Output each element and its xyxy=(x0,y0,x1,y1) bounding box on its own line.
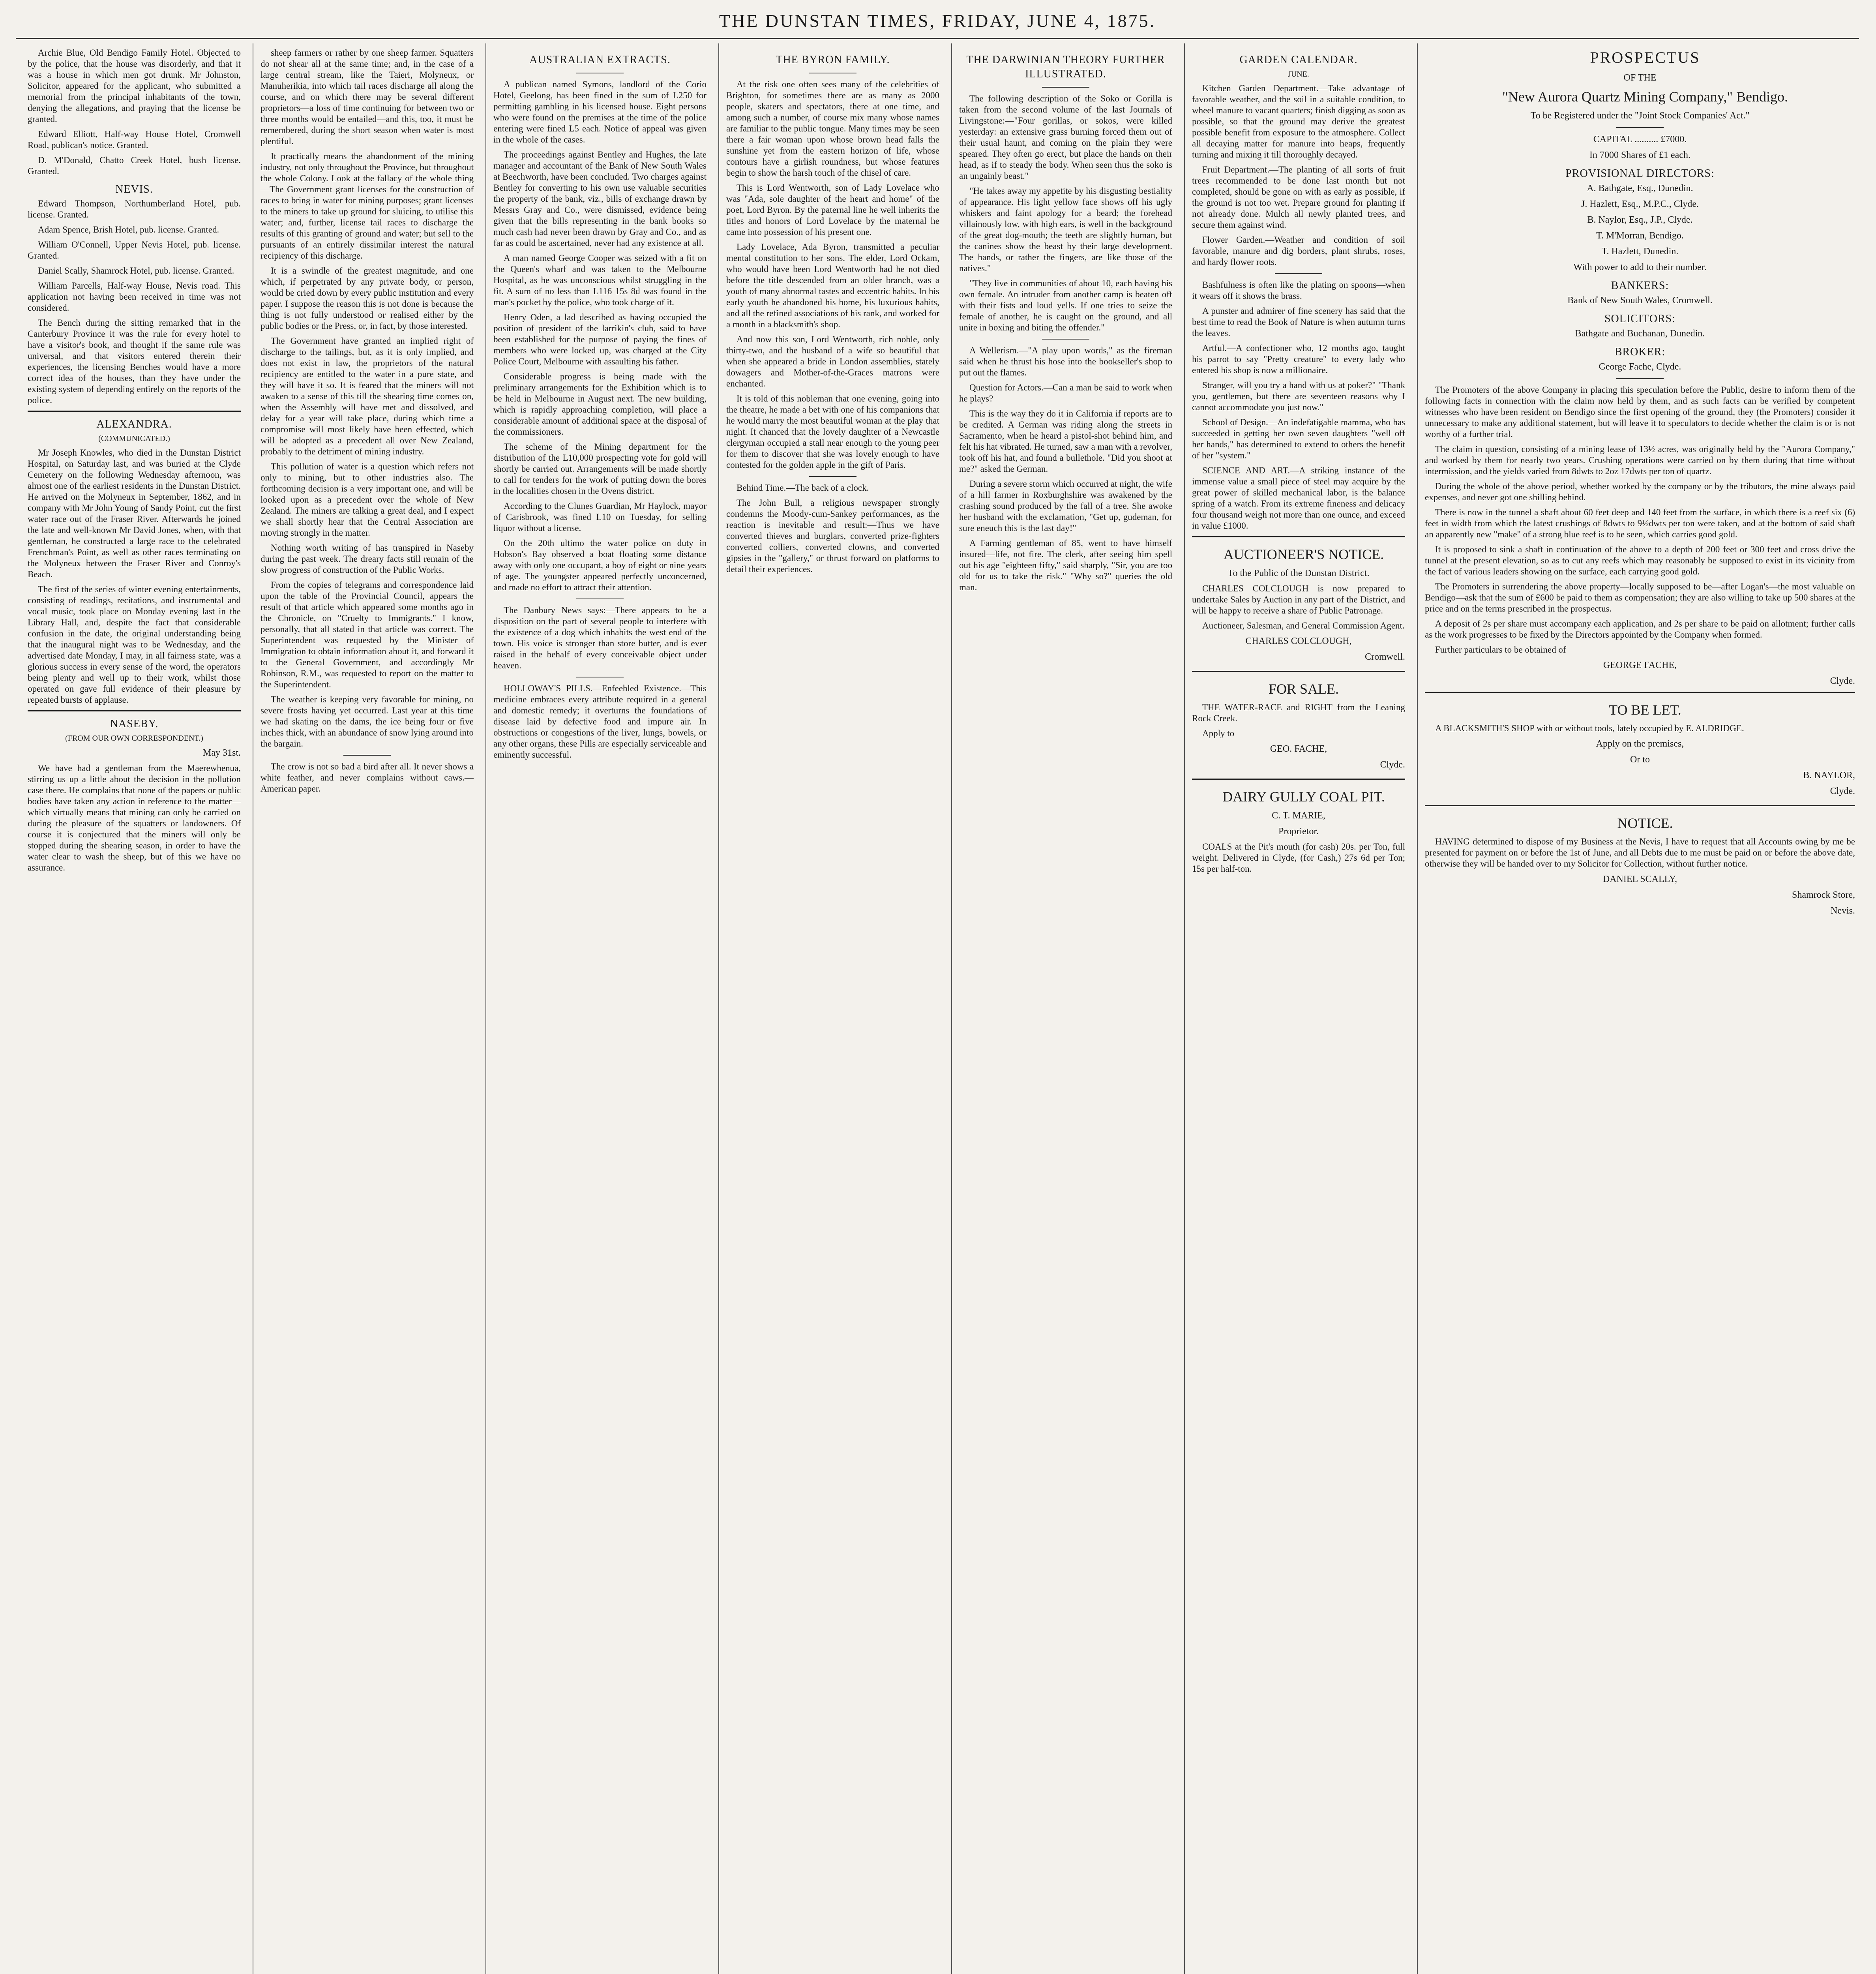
article-paragraph: This is Lord Wentworth, son of Lady Lovelace who was "Ada, sole daughter of the heart and home" of the poet, Lord Byron. By the paternal line he well inherits the titles and honors of Lord Lovelace by the maternal he came into possession of his present one. xyxy=(726,183,939,237)
article-paragraph: D. M'Donald, Chatto Creek Hotel, bush license. Granted. xyxy=(28,155,241,176)
section-heading-garden-calendar: GARDEN CALENDAR. xyxy=(1239,54,1358,66)
advert-place: Clyde. xyxy=(1830,786,1855,796)
article-paragraph: "They live in communities of about 10, each having his own female. An intruder from another camp is beaten off with their fists and loud yells. If one tries to seize the female of another, he is caught on the ground, and all unite in boxing and biting the offender." xyxy=(959,278,1172,332)
company-name: "New Aurora Quartz Mining Company," Bendigo. xyxy=(1502,89,1788,105)
advert-line: To the Public of the Dunstan District. xyxy=(1228,568,1370,578)
article-paragraph: The following description of the Soko or Gorilla is taken from the second volume of the last Journals of Livingstone:—"Four gorillas, or sokos, were killed yesterday: an extensive grass burning forced them out of their usual haunt, and coming on the plain they were speared. They often go erect, but place the hands on their head, as if to steady the body. When seen thus the soko is an ungainly beast." xyxy=(959,94,1172,181)
article-paragraph: Nothing worth writing of has transpired in Naseby during the past week. The dreary facts still remain of the slow progress of construction of the Public Works. xyxy=(261,543,474,575)
notice-advert xyxy=(1425,814,1855,917)
to-be-let-advert xyxy=(1425,701,1855,797)
article-paragraph: It is a swindle of the greatest magnitude, and one which, if perpetrated by any private body, or person, would be cried down by every public institution and every paper. I suppose the reason this is not done is because the thing is not fully understood or realised either by the public bodies or the Press, or, in fact, by those interested. xyxy=(261,266,474,331)
article-paragraph: And now this son, Lord Wentworth, rich noble, only thirty-two, and the husband of a wife so beautiful that when she appeared a bride in London assemblies, stately dowagers and Mother-of-the-Graces matrons were enchanted. xyxy=(726,334,939,388)
solicitors-line: Bathgate and Buchanan, Dunedin. xyxy=(1575,328,1705,339)
advert-line: Apply on the premises, xyxy=(1596,739,1684,749)
prospectus-paragraph: The Promoters of the above Company in placing this speculation before the Public, desire to inform them of the following facts in connection with the claim now held by them, and as such facts can be verified by competent witnesses who have been resident on Bendigo since the first opening of the ground, they (the Promoters) consider it unnecessary to make any additional statement, but will leave it to speculators to decide whether the claim is or is not worthy of a further trial. xyxy=(1425,385,1855,439)
article-paragraph: This pollution of water is a question which refers not only to mining, but to other industries also. The forthcoming decision is a very important one, and will be looked upon as a precedent over the whole of New Zealand. The miners are talking a great deal, and I expect we shall shortly hear that the Central Association are moving strongly in the matter. xyxy=(261,462,474,538)
solicitors-heading: SOLICITORS: xyxy=(1604,313,1676,325)
column-1 xyxy=(28,47,241,1974)
article-paragraph: The proceedings against Bentley and Hughes, the late manager and accountant of the Bank of New South Wales at Beechworth, have been concluded. Two charges against Bentley for converting to his own use valuable securities the property of the bank, viz., bills of exchange drawn by Messrs Gray and Co., were dismissed, evidence being given that the bills representing in the bank books so much cash had never been drawn by Gray and Co., and as far as could be ascertained, never had any existence at all. xyxy=(493,150,707,248)
article-paragraph: Artful.—A confectioner who, 12 months ago, taught his parrot to say "Pretty creature" to every lady who entered his shop is now a millionaire. xyxy=(1192,343,1405,375)
article-paragraph: The scheme of the Mining department for the distribution of the L10,000 prospecting vote for gold will shortly be carried out. Arrangements will be made shortly to call for tenders for the work of putting down the bores in the localities chosen in the Ovens district. xyxy=(493,442,707,496)
advert-line: Shamrock Store, xyxy=(1792,890,1855,900)
advert-signature: C. T. MARIE, xyxy=(1272,811,1325,821)
advert-place: Nevis. xyxy=(1831,906,1855,916)
broker-heading: BROKER: xyxy=(1614,346,1666,358)
directors-heading: PROVISIONAL DIRECTORS: xyxy=(1565,167,1715,180)
bankers-heading: BANKERS: xyxy=(1611,280,1669,292)
prospectus-paragraph: During the whole of the above period, whether worked by the company or by the tributors, the mine always paid expenses, and never got one shilling behind. xyxy=(1425,481,1855,502)
section-heading-byron-family: THE BYRON FAMILY. xyxy=(776,54,890,66)
paragraph-rule xyxy=(343,755,391,756)
capital-line: CAPITAL .......... £7000. xyxy=(1593,134,1687,144)
registration-line: To be Registered under the "Joint Stock Companies' Act." xyxy=(1530,111,1750,121)
advert-signature: GEO. FACHE, xyxy=(1270,744,1327,754)
article-paragraph: Bashfulness is often like the plating on spoons—when it wears off it shows the brass. xyxy=(1192,280,1405,301)
article-paragraph: School of Design.—An indefatigable mamma, who has succeeded in getting her own seven daughters "well off her hands," has determined to extend to others the benefit of her "system." xyxy=(1192,417,1405,460)
article-paragraph: Fruit Department.—The planting of all sorts of fruit trees recommended to be done last month but not completed, should be gone on with as early as possible, if the ground is not too wet. Prepare ground for planting if not already done. Mulch all newly planted trees, and secure them against wind. xyxy=(1192,165,1405,230)
column-divider xyxy=(951,43,952,1974)
advert-body: CHARLES COLCLOUGH is now prepared to undertake Sales by Auction in any part of the District, and will be happy to receive a share of Public Patronage. xyxy=(1192,584,1405,615)
article-paragraph: William Parcells, Half-way House, Nevis road. This application not having been received in time was not considered. xyxy=(28,281,241,313)
section-rule xyxy=(28,710,241,711)
article-paragraph: It practically means the abandonment of the mining industry, not only throughout the Province, but throughout the whole Colony. Look at the fallacy of the whole thing—The Government grant licenses for the construction of races to bring in water for mining purposes; grant licenses to the miners to take up ground for sluicing, to utilise this water; and, further, license tail races to discharge the results of this granting of ground and water; but sell to the pursuants of an entirely dissimilar interest the natural recipiency of this discharge. xyxy=(261,151,474,261)
advert-title: DAIRY GULLY COAL PIT. xyxy=(1222,789,1385,805)
section-heading-australian-extracts: AUSTRALIAN EXTRACTS. xyxy=(529,54,671,66)
column-divider xyxy=(718,43,719,1974)
article-paragraph: The weather is keeping very favorable for mining, no severe frosts having yet occurred. Last year at this time we had skating on the dams, the ice being four or five inches thick, with an abundance of snow lying around into the bargain. xyxy=(261,694,474,749)
advert-rule xyxy=(1425,805,1855,806)
broker-line: George Fache, Clyde. xyxy=(1599,362,1681,372)
column-divider xyxy=(1184,43,1185,1974)
advert-signature: DANIEL SCALLY, xyxy=(1602,874,1677,884)
article-paragraph: It is told of this nobleman that one evening, going into the theatre, he made a bet with one of his companions that he would marry the most beautiful woman at the play that night. It chanced that the lovely daughter of a Newcastle clergyman occupied a stall near enough to the young peer for them to discover that she was lovely enough to have contested for the golden apple in the gift of Paris. xyxy=(726,394,939,470)
advert-rule xyxy=(1192,536,1405,537)
masthead: THE DUNSTAN TIMES, FRIDAY, JUNE 4, 1875. xyxy=(719,11,1156,31)
article-paragraph: The crow is not so bad a bird after all. It never shows a white feather, and never complains without caws.—American paper. xyxy=(261,762,474,794)
article-paragraph: This is the way they do it in California if reports are to be credited. A German was riding along the streets in Sacramento, when he heard a pistol-shot behind him, and felt his hat vibrated. He turned, saw a man with a revolver, took off his hat, and found a bullethole. "Did you shoot at me?" asked the German. xyxy=(959,409,1172,474)
section-subheading: (COMMUNICATED.) xyxy=(98,434,170,443)
column-2 xyxy=(261,47,474,1974)
advert-line: Or to xyxy=(1630,754,1650,765)
column-3 xyxy=(493,47,707,1974)
article-paragraph: Considerable progress is being made with the preliminary arrangements for the Exhibition which is to be held in Melbourne in August next. The new building, which is rapidly approaching completion, will place a considerable amount of additional space at the disposal of the commissioners. xyxy=(493,372,707,437)
advert-title: FOR SALE. xyxy=(1268,681,1339,697)
advert-place: Clyde. xyxy=(1380,760,1405,770)
article-paragraph: On the 20th ultimo the water police on duty in Hobson's Bay observed a boat floating some distance away with only one occupant, a boy of eight or nine years of age. The youngster appeared perfectly unconcerned, and made no effort to attract their attention. xyxy=(493,538,707,592)
article-paragraph: Question for Actors.—Can a man be said to work when he plays? xyxy=(959,383,1172,403)
advert-body: COALS at the Pit's mouth (for cash) 20s. per Ton, full weight. Delivered in Clyde, (for Cash,) 27s 6d per Ton; 15s per half-ton. xyxy=(1192,842,1405,874)
paragraph-rule xyxy=(1275,273,1322,274)
director-name: J. Hazlett, Esq., M.P.C., Clyde. xyxy=(1581,199,1699,209)
advert-place: Cromwell. xyxy=(1365,652,1405,662)
article-paragraph: The Danbury News says:—There appears to be a disposition on the part of several people to interfere with the existence of a dog which inhabits the west end of the town. His voice is stronger than store butter, and is ever raised in the behalf of every conceivable object under heaven. xyxy=(493,605,707,670)
section-subheading: JUNE. xyxy=(1288,70,1309,79)
section-heading-naseby: NASEBY. xyxy=(110,718,159,730)
director-name: A. Bathgate, Esq., Dunedin. xyxy=(1587,183,1693,193)
prospectus-paragraph: The Promoters in surrendering the above property—locally supposed to be—after Logan's—the most valuable on Bendigo—ask that the sum of £600 be paid to them as compensation; they are also willing to take up 500 shares at the price and on the terms prescribed in the prospectus. xyxy=(1425,582,1855,614)
advert-title: NOTICE. xyxy=(1617,815,1673,831)
shares-line: In 7000 Shares of £1 each. xyxy=(1589,150,1690,160)
article-paragraph: During a severe storm which occurred at night, the wife of a hill farmer in Roxburghshire was awakened by the crashing sound produced by the fall of a tree. She awoke her husband with the exclamation, "Get up, gudeman, for sure eneuch this is the last day!" xyxy=(959,479,1172,533)
article-paragraph: Kitchen Garden Department.—Take advantage of favorable weather, and the soil in a suitable condition, to wheel manure to vacant quarters; finish digging as soon as possible, so that the ground may derive the greatest possible benefit from exposure to the atmosphere. Collect all decaying matter for manure into heaps, frequently turning and mixing it till thoroughly decayed. xyxy=(1192,83,1405,159)
column-7-prospectus xyxy=(1425,47,1855,1974)
advert-place: Clyde. xyxy=(1830,676,1855,686)
for-sale-advert xyxy=(1192,680,1405,771)
prospectus-title: PROSPECTUS xyxy=(1590,49,1700,66)
director-name: T. Hazlett, Dunedin. xyxy=(1601,246,1679,257)
paragraph-rule xyxy=(1042,339,1089,340)
article-paragraph: "He takes away my appetite by his disgusting bestiality of appearance. His light yellow face shows off his ugly whiskers and faint apology for a beard; the forehead villainously low, with high ears, is well in the background of the great dog-mouth; the teeth are slightly human, but the canines show the beast by their large development. The hands, or rather the fingers, are like those of the natives." xyxy=(959,186,1172,273)
article-paragraph: According to the Clunes Guardian, Mr Haylock, mayor of Carisbrook, was fined L10 on Tuesday, for selling liquor without a license. xyxy=(493,501,707,533)
article-paragraph: Lady Lovelace, Ada Byron, transmitted a peculiar mental constitution to her sons. The elder, Lord Ockam, who would have been Lord Wentworth had he not died before the title descended from an older branch, was a youth of many abnormal tastes and eccentric habits. In his early youth he abandoned his home, his luxurious habits, and all the refined associations of his rank, and worked for a month in a blacksmith's shop. xyxy=(726,242,939,329)
column-5 xyxy=(959,47,1172,1974)
column-4 xyxy=(726,47,939,1974)
paragraph-rule xyxy=(809,476,856,477)
bankers-line: Bank of New South Wales, Cromwell. xyxy=(1567,295,1713,306)
masthead-rule xyxy=(16,38,1859,39)
article-paragraph: A Farming gentleman of 85, went to have himself insured—life, not fire. The clerk, after seeing him spell out his age "eighteen fifty," said sharply, "Sir, you are too old for us to take the risk." "Why so?" queries the old man. xyxy=(959,538,1172,592)
article-paragraph: Daniel Scally, Shamrock Hotel, pub. license. Granted. xyxy=(38,266,234,276)
column-divider xyxy=(485,43,486,1974)
section-heading-alexandra: ALEXANDRA. xyxy=(96,418,172,430)
article-paragraph: Edward Thompson, Northumberland Hotel, pub. license. Granted. xyxy=(28,199,241,220)
prospectus-paragraph: The claim in question, consisting of a mining lease of 13½ acres, was originally held by the "Aurora Company," and worked by them for nearly two years. Crushing operations were carried on by them during that time without intermission, and the yields varied from 8dwts to 2oz 17dwts per ton of quartz. xyxy=(1425,444,1855,476)
advert-body: THE WATER-RACE and RIGHT from the Leaning Rock Creek. xyxy=(1192,702,1405,723)
advert-title: TO BE LET. xyxy=(1609,702,1681,718)
advert-title: AUCTIONEER'S NOTICE. xyxy=(1223,546,1384,562)
advert-line: Apply to xyxy=(1202,728,1235,738)
advert-line: Proprietor. xyxy=(1278,826,1319,837)
article-paragraph: Mr Joseph Knowles, who died in the Dunstan District Hospital, on Saturday last, and was buried at the Clyde Cemetery on the following Wednesday afternoon, was almost one of the earliest residents in the Dunstan District. He arrived on the Molyneux in September, 1862, and in company with Mr John Young of Sandy Point, cut the first water race out of the Fraser River. Afterwards he joined the late and well-known Mr David Jones, when, with that gentleman, he constructed a large race to the celebrated Frenchman's Point, as well as other races terminating on the Molyneux between the Fraser River and Conroy's Beach. xyxy=(28,448,241,579)
advert-body: Auctioneer, Salesman, and General Commission Agent. xyxy=(1202,621,1405,630)
article-paragraph: Flower Garden.—Weather and condition of soil favorable, manure and dig borders, plant shrubs, roses, and hardy flower roots. xyxy=(1192,235,1405,267)
prospectus-of-the: OF THE xyxy=(1623,73,1657,83)
section-heading-darwinian-theory: THE DARWINIAN THEORY FURTHER ILLUSTRATED. xyxy=(966,54,1165,80)
article-paragraph: At the risk one often sees many of the celebrities of Brighton, for sometimes there are as many as 2000 people, skaters and spectators, there at one time, and among such a number, of course mix many whose names are familiar to the public tongue. Many times may be seen there a fair woman upon whose brown head falls the sunshine yet from the eastern horizon of life, whose contours have a girlish roundness, but whose features begin to show the harsh touch of the chisel of care. xyxy=(726,79,939,178)
advert-rule xyxy=(1425,692,1855,693)
article-paragraph: The John Bull, a religious newspaper strongly condemns the Moody-cum-Sankey performances, as the reaction is inevitable and result:—Thus we have converted thieves and burglars, converted prize-fighters converted colliers, converted clowns, and converted gipsies in the "gallery," or thrust forward on platforms to detail their experiences. xyxy=(726,498,939,574)
advert-signature: CHARLES COLCLOUGH, xyxy=(1245,636,1352,646)
section-heading-nevis: NEVIS. xyxy=(115,183,153,195)
power-line: With power to add to their number. xyxy=(1573,262,1707,272)
advert-body: HAVING determined to dispose of my Business at the Nevis, I have to request that all Accounts owing by me be presented for payment on or before the 1st of June, and all Debts due to me must be paid on or before the above date, otherwise they will be handed over to my Solicitor for Collection, without further notice. xyxy=(1425,837,1855,869)
section-rule xyxy=(28,411,241,412)
director-name: T. M'Morran, Bendigo. xyxy=(1596,231,1684,241)
column-divider xyxy=(1417,43,1418,1974)
article-paragraph: Behind Time.—The back of a clock. xyxy=(737,483,869,493)
prospectus-paragraph: Further particulars to be obtained of xyxy=(1435,645,1566,655)
article-paragraph: William O'Connell, Upper Nevis Hotel, pub. license. Granted. xyxy=(28,240,241,261)
paragraph-rule xyxy=(1616,127,1664,128)
article-paragraph: Archie Blue, Old Bendigo Family Hotel. Objected to by the police, that the house was disorderly, and that it was a house in which men got drunk. Mr Johnston, Solicitor, appeared for the applicant, who submitted a memorial from the principal inhabitants of the town, denying the allegations, and praying that the license be granted. xyxy=(28,48,241,124)
paragraph-rule xyxy=(1042,87,1089,88)
article-paragraph: Edward Elliott, Half-way House Hotel, Cromwell Road, publican's notice. Granted. xyxy=(28,129,241,150)
section-subheading: (FROM OUR OWN CORRESPONDENT.) xyxy=(65,734,203,743)
article-paragraph: The Bench during the sitting remarked that in the Canterbury Province it was the rule for every hotel to have a visitor's book, and thought if the same rule was universal, and that visitors entered therein their experiences, the licensing Benches would have a more correct idea of the houses, than they have under the existing system of depending entirely on the reports of the police. xyxy=(28,318,241,405)
article-paragraph: A publican named Symons, landlord of the Corio Hotel, Geelong, has been fined in the sum of L250 for permitting gambling in his licensed house. Eight persons who were found on the premises at the time of the police entering were fined L5 each. Notice of appeal was given in the whole of the cases. xyxy=(493,79,707,144)
article-paragraph: sheep farmers or rather by one sheep farmer. Squatters do not shear all at the same time; and, in the case of a large central stream, like the Taieri, Molyneux, or Manuherikia, into which tail races discharge all along the course, and on which there may be several different proprietors—a loss of time continuing for between two or three months would be entailed—and this, too, it must be remembered, during the short season when water is most plentiful. xyxy=(261,48,474,146)
article-paragraph: A Wellerism.—"A play upon words," as the fireman said when he thrust his hose into the bookseller's shop to put out the flames. xyxy=(959,345,1172,377)
auctioneer-notice-advert xyxy=(1192,545,1405,663)
advert-rule xyxy=(1192,671,1405,672)
article-paragraph: SCIENCE AND ART.—A striking instance of the immense value a small piece of steel may acquire by the great power of skilled mechanical labor, is the balance spring of a watch. From its extreme fineness and delicacy four thousand weigh not more than one ounce, and exceed in value £1000. xyxy=(1192,465,1405,531)
dateline: May 31st. xyxy=(203,748,241,758)
advert-body: A BLACKSMITH'S SHOP with or without tools, lately occupied by E. ALDRIDGE. xyxy=(1435,723,1744,733)
article-paragraph: Henry Oden, a lad described as having occupied the position of president of the larrikin's club, said to have been established for the purpose of paying the fines of members who were locked up, was charged at the City Police Court, Melbourne with assaulting his father. xyxy=(493,312,707,366)
article-paragraph: From the copies of telegrams and correspondence laid upon the table of the Provincial Council, appears the result of that article which appeared some months ago in the Chronicle, on "Cruelty to Immigrants." I know, personally, that all stated in that article was correct. The Superintendent was requested by the Minister of Immigration to obtain information about it, and forward it to the General Government, and accordingly Mr Robinson, R.M., was requested to report on the matter to the Superintendent. xyxy=(261,580,474,689)
article-paragraph: Stranger, will you try a hand with us at poker?" "Thank you, gentlemen, but there are seventeen reasons why I cannot accommodate you just now." xyxy=(1192,380,1405,412)
column-6 xyxy=(1192,47,1405,1974)
coal-pit-advert xyxy=(1192,788,1405,874)
article-paragraph: A punster and admirer of fine scenery has said that the best time to read the Book of Nature is when autumn turns the leaves. xyxy=(1192,306,1405,338)
advert-signature: GEORGE FACHE, xyxy=(1603,660,1677,670)
article-paragraph: We have had a gentleman from the Maerewhenua, stirring us up a little about the decision in the pollution case there. He complains that none of the papers or public bodies have taken any action in reference to the matter—which virtually means that mining can only be carried on during the pleasure of the squatters or landowners. Of course it is conjectured that the miners will only be stopped during the shearing season, in order to have the water clear to wash the sheep, but of this we have no assurance. xyxy=(28,763,241,873)
article-paragraph: Adam Spence, Brish Hotel, pub. license. Granted. xyxy=(38,225,219,235)
paragraph-rule xyxy=(1616,378,1664,379)
director-name: B. Naylor, Esq., J.P., Clyde. xyxy=(1587,215,1693,225)
article-paragraph: A man named George Cooper was seized with a fit on the Queen's wharf and was taken to the Melbourne Hospital, as he was unconscious whilst struggling in the fit. A sum of no less than L116 15s 8d was found in the man's pocket by the police, who took charge of it. xyxy=(493,253,707,307)
article-paragraph: HOLLOWAY'S PILLS.—Enfeebled Existence.—This medicine embraces every attribute required in a general and domestic remedy; it overturns the foundations of disease laid by defective food and impure air. In obstructions or congestions of the liver, lungs, bowels, or any other organs, these Pills are especially serviceable and eminently successful. xyxy=(493,683,707,760)
advert-signature: B. NAYLOR, xyxy=(1803,770,1855,781)
prospectus-paragraph: A deposit of 2s per share must accompany each application, and 2s per share to be paid on allotment; further calls as the work progresses to be fixed by the Directors appointed by the Company when formed. xyxy=(1425,619,1855,640)
article-paragraph: The first of the series of winter evening entertainments, consisting of readings, recitations, and instrumental and vocal music, took place on Monday evening last in the Library Hall, and, despite the fact that considerable confusion in the date, the original understanding being that the inaugural night was to be Wednesday, and the advertised date Monday, I may, in all fairness state, was a glorious success in every sense of the word, the operators being plenty and well up to their work, whilst those operated on gave full evidence of their pleasure by repeated bursts of applause. xyxy=(28,584,241,705)
advert-rule xyxy=(1192,779,1405,780)
prospectus-paragraph: There is now in the tunnel a shaft about 60 feet deep and 140 feet from the surface, in which there is a reef six (6) feet in width from which the latest crushings of 8dwts to 9½dwts per ton were taken, and at the bottom of said shaft an apparently new "make" of a strong blue reef is to be seen, which carries good gold. xyxy=(1425,507,1855,539)
prospectus-paragraph: It is proposed to sink a shaft in continuation of the above to a depth of 200 feet or 300 feet and cross drive the tunnel at the present elevation, so as to cut any reefs which may reasonably be supposed to exist in its vicinity from the fact of various leaders showing on the surface, each carrying good gold. xyxy=(1425,544,1855,576)
article-paragraph: The Government have granted an implied right of discharge to the tailings, but, as it is only implied, and does not exist in law, the proprietors of the natural recipiency are entitled to the water in a pure state, and they will have it so. It is feared that the miners will not awaken to a sense of this till the shearing time comes on, when the Assembly will have met and dissolved, and delay for a year will take place, during which time a compromise will most likely have been effected, which will be adopted as a precedent all over New Zealand, probably to the detriment of mining industry. xyxy=(261,336,474,456)
